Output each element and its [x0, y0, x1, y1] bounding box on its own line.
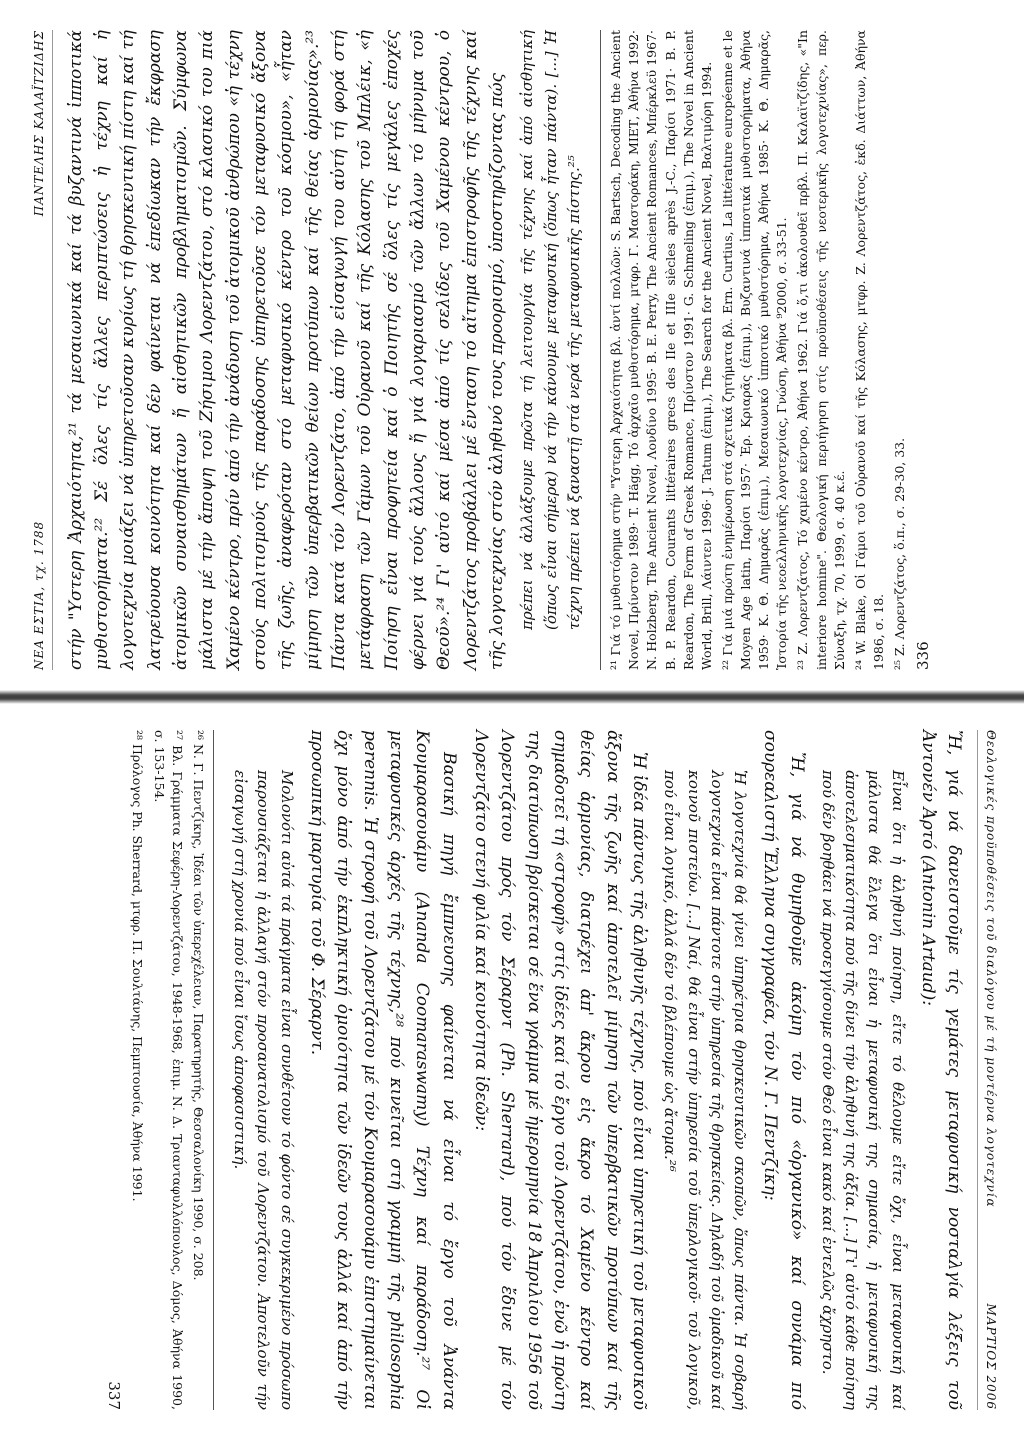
- footnotes: [600, 30, 909, 670]
- page-number: 337: [105, 1381, 124, 1410]
- binding-gutter: [0, 690, 1024, 704]
- footnote: ²³ Ζ. Λορεντζάτος, Τό χαμένο κέντρο, Ἀθήνα 1962. Γιά ὅ,τι ἀκολουθεῖ πρβλ. Π. Καλαϊτζίδης, «"In interiore homine". Θεολογική περιήγηση στίς προϋποθέσεις τῆς νεοτερικῆς λογοτεχνίας», περ. Σύναξη, τχ. 70, 1999, σ. 40 κ.έ.: [795, 30, 847, 670]
- block-quote: πρέπει νά ἀλλάξουμε πρῶτα τή λειτουργία τῆς τέχνης καί ἀπό αἰσθητική (ὅπως εἶναι σήμερα) νά τήν κάνουμε μεταφυσική (ὅπως ἦταν πάντα). [...] Ἡ τέχνη πρέπει νά ξαναστῇ στά νερά τῆς μεταφυσικῆς πίστης.²⁵: [518, 30, 583, 630]
- page-337: [0, 710, 1024, 1441]
- footnote: ²² Γιά μιά πρώτη ἐνημέρωση στά σχετικά ζητήματα βλ. Ern. Curtius, La littérature européenne et le Moyen Age latin, Παρίσι 1957· Ἐρ. Κριαρᾶς (ἐπιμ.), Βυζαντινά ἱπποτικά μυθιστορήματα, Ἀθήνα 1959· Κ. Θ. Δημαρᾶς (ἐπιμ.), Μεσαιωνικό ἱπποτικό μυθιστόρημα, Ἀθήνα 1985· Κ. Θ. Δημαρᾶς, Ἱστορία τῆς νεοελληνικῆς λογοτεχνίας, Γνώση, Ἀθήνα ⁹2000, σ. 33-51.: [719, 30, 790, 670]
- body-text: [228, 730, 968, 1410]
- running-head: [30, 30, 53, 670]
- paragraph: στήν "Υστερη Ἀρχαιότητα,²¹ τά μεσαιωνικά καί τά βυζαντινά ἱπποτικά μυθιστορήματα.²² Σέ ὅλες τίς ἄλλες περιπτώσεις ἡ τέχνη καί ἡ λογοτεχνία μοιάζει νά ὑπηρετοῦσαν κυρίως τή θρησκευτική πίστη καί τή λατρεύουσα κοινότητα καί δέν φαίνεται νά ἐπεδίωκαν τήν ἔκφραση ἀτομικῶν συναισθημάτων ἤ αἰσθητικῶν προβληματισμῶν. Σύμφωνα μάλιστα μέ τήν ἄποψη τοῦ Ζήσιμου Λορεντζάτου, στό κλασικό του πιά Χαμένο κέντρο, πρίν ἀπό τήν ἀνάδυση τοῦ ἀτομικοῦ ἀνθρώπου «ἡ τέχνη στούς πολιτισμούς τῆς παράδοσης ὑπηρετοῦσε τόν μεταφυσικό ἄξονα τῆς ζωῆς, ἀναφερόταν στό μεταφυσικό κέντρο τοῦ κόσμου», «ἦταν μίμηση τῶν ὑπερβατικῶν θείων προτύπων καί τῆς θείας ἁρμονίας».²³ Πάντα κατά τόν Λορεντζάτο, ἀπό τήν εἰσαγωγή του αὐτή τή φορά στή μετάφραση τῶν Γάμων τοῦ Οὐρανοῦ καί τῆς Κόλασης τοῦ Μπλέικ, «ἡ Ποίηση εἶναι προφητεία καί ὁ Ποιητής σέ ὅλες τίς μεγάλες ἐποχές φέρνει γιά τούς ἄλλους ἤ γιά λογαριασμό τῶν ἄλλων τό μήνυμα τοῦ Θεοῦ».²⁴ Γι' αὐτό καί μέσα ἀπό τίς σελίδες τοῦ Χαμένου κέντρου, ὁ Λορεντζάτος προβάλλει μέ ἔνταση τό αἴτημα ἐπιστροφῆς τῆς τέχνης καί τῆς λογοτεχνίας στόν ἀληθινό τους προορισμό, ὑποστηρίζοντας πώς: [65, 30, 508, 670]
- footnotes: [128, 730, 214, 1410]
- footnote: ²¹ Γιά τό μυθιστόρημα στήν "Υστερη Ἀρχαιότητα βλ. ἀντί πολλῶν: S. Bartsch, Decoding the Ancient Novel, Πρίνστον 1989· T. Hägg, Τό ἀρχαῖο μυθιστόρημα, μτφρ. Γ. Μαστοράκη, ΜΙΕΤ, Ἀθήνα 1992· N. Holzberg, The Ancient Novel, Λονδίνο 1995· B. E. Perry, The Ancient Romances, Μπέρκλεϋ 1967· B. P. Reardon, Courants littéraires grecs des IIe et IIIe siècles après J.-C., Παρίσι 1971· B. P. Reardon, The Form of Greek Romance, Πρίνστον 1991· G. Schmeling (ἐπιμ.), The Novel in Ancient World, Brill, Λάιντεν 1996· J. Tatum (ἐπιμ.), The Search for the Ancient Novel, Βαλτιμόρη 1994.: [608, 30, 714, 670]
- running-head-issue: ΜΑΡΤΙΟΣ 2006: [984, 1303, 998, 1410]
- block-quote: Εἶναι ὅτι ἡ ἀληθινή ποίηση, εἴτε τό θέλουμε εἴτε ὄχι, εἶναι μεταφυσική καί μάλιστα θά ἔλεγα ὅτι εἶναι ἡ μεταφυσική της σημασία, ἡ μεταφυσική της ἀποτελεσματικότητα πού τῆς δίνει τήν ἀληθινή της ἀξία. [...] Γι' αὐτό κάθε ποίηση πού δέν βοηθάει νά προσεγγίσουμε στόν Θεό εἶναι κακό καί ἐντελῶς ἄχρηστο.: [818, 770, 907, 1410]
- paragraph: Ἡ ἰδέα πάντως τῆς ἀληθινῆς τέχνης, πού εἶναι ὑπηρετική τοῦ μεταφυσικοῦ ἄξονα τῆς ζωῆς καί ἀποτελεῖ μίμηση τῶν ὑπερβατικῶν προτύπων καί τῆς θείας ἁρμονίας, διατρέχει ἀπ' ἄκρου εἰς ἄκρο τό Χαμένο κέντρο καί σημαδοτεῖ τή «στροφή» στίς ἰδέες καί τό ἔργο τοῦ Λορεντζάτου, ἐνῶ ἡ πρώτη της διατύπωση βρίσκεται σέ ἕνα γράμμα μέ ἡμερομηνία 18 Ἀπριλίου 1956 τοῦ Λορεντζάτου πρός τόν Σέραρντ (Ph. Sherrard), πού τόν ἔδινε μέ τόν Λορεντζάτο στενή φιλία καί κοινότητα ἰδεῶν:: [470, 730, 650, 1410]
- footnote: ²⁸ Πρόλογος Ph. Sherrard, μτφρ. Π. Σουλτάνης, Πεμπτουσία, Ἀθήνα 1991.: [130, 730, 146, 1202]
- running-head-author: ΠΑΝΤΕΛΗΣ ΚΑΛΑΪΤΖΙΔΗΣ: [32, 30, 46, 217]
- footnote: ²⁴ W. Blake, Οἱ Γάμοι τοῦ Οὐρανοῦ καί τῆς Κόλασης, μτφρ. Ζ. Λορεντζάτος, ἐκδ. Διάττων, Ἀθήνα 1986, σ. 18.: [852, 30, 886, 670]
- footnote: ²⁶ Ν. Γ. Πεντζίκης, Ἰδέαι τῶν ὑπερεχέλειαν, Παρατηρητής, Θεσσαλονίκη 1990, σ. 208.: [190, 730, 206, 1281]
- block-quote: Μολονότι αὐτά τά πράγματα εἶναι συνθέτουν τό φόντο σέ συγκεκριμένο πρόσωπο παρουσιάζεται ἡ ἀλλαγή στόν προσανατολισμό τοῦ Λορεντζάτου. Ἀποτελοῦν τήν εἰσαγωγή στή χρονιά πού εἶναι ἴσως ἀποφασιστική.: [231, 770, 296, 1410]
- footnote: ²⁵ Ζ. Λορεντζάτος, ὅ.π., σ. 29-30, 33.: [892, 437, 908, 670]
- paragraph: Βασική πηγή ἔμπνευσης φαίνεται νά εἶναι τό ἔργο τοῦ Ἀνάντα Κουμαρασουάμυ (Ananda Coomaraswamy) Τέχνη καί παράδοση.²⁷ Οἱ μεταφυσικές ἀρχές τῆς τέχνης,²⁸ πού κινεῖται στή γραμμή τῆς philosophia perennis. Ἡ στροφή τοῦ Λορεντζάτου μέ τόν Κουμαρασουάμυ ἐπιστημαίνεται ὄχι μόνο ἀπό τήν ἐκπληκτική ὁμοιότητα τῶν ἰδεῶν τους ἀλλά καί ἀπό τήν προσωπική μαρτυρία τοῦ Φ. Σέραρντ.: [306, 730, 459, 1410]
- footnote: ²⁷ Βλ. Γράμματα Σεφέρη-Λορεντζάτου, 1948-1968, ἐπιμ. Ν. Δ. Τριανταφυλλόπουλος, Δόμος, Ἀθήνα 1990, σ. 153-154.: [151, 730, 185, 1410]
- running-head: [977, 730, 1000, 1410]
- block-quote: Ἡ λογοτεχνία θά γίνει ὑπηρέτρια θρησκευτικῶν σκοπῶν, ὅπως πάντα. Ἡ σοβαρή λογοτεχνία εἶναι πάντοτε στήν ὑπηρεσία τῆς θρησκείας. Δηλαδή τοῦ ὁμαδικοῦ καί κοινοῦ πιστεύω. [...] Ναί, θά εἶναι στήν ὑπηρεσία τοῦ ὑπερλογικοῦ· τοῦ λογικοῦ, πού εἶναι λογικό, ἀλλά δέν τό βλέπουμε ὡς ἄτομα.²⁶: [661, 770, 750, 1410]
- page-336: [0, 0, 1024, 690]
- page-336-text-frame: [30, 30, 990, 670]
- page-337-text-frame: [40, 730, 1000, 1410]
- paragraph: Ἤ, γιά νά θυμηθοῦμε ἀκόμη τόν πιό «ὀργανικό» καί συνάμα πιό σουρεαλιστή Ἕλληνα συγγραφέα, τόν Ν. Γ. Πεντζίκη:: [760, 730, 807, 1410]
- body-text: [63, 30, 587, 670]
- running-head-journal: ΝΕΑ ΕΣΤΙΑ, τχ. 1788: [32, 520, 46, 670]
- running-head-title: Θεολογικές προϋποθέσεις τοῦ διαλόγου μέ τή μοντέρνα λογοτεχνία: [984, 730, 998, 1208]
- paragraph: Ἤ, γιά νά δανειστοῦμε τίς γεμάτες μεταφυσική νοσταλγία λέξεις τοῦ Ἀντονέν Ἀρτό (Antonin Artaud):: [918, 730, 965, 1410]
- page-number: 336: [914, 641, 933, 670]
